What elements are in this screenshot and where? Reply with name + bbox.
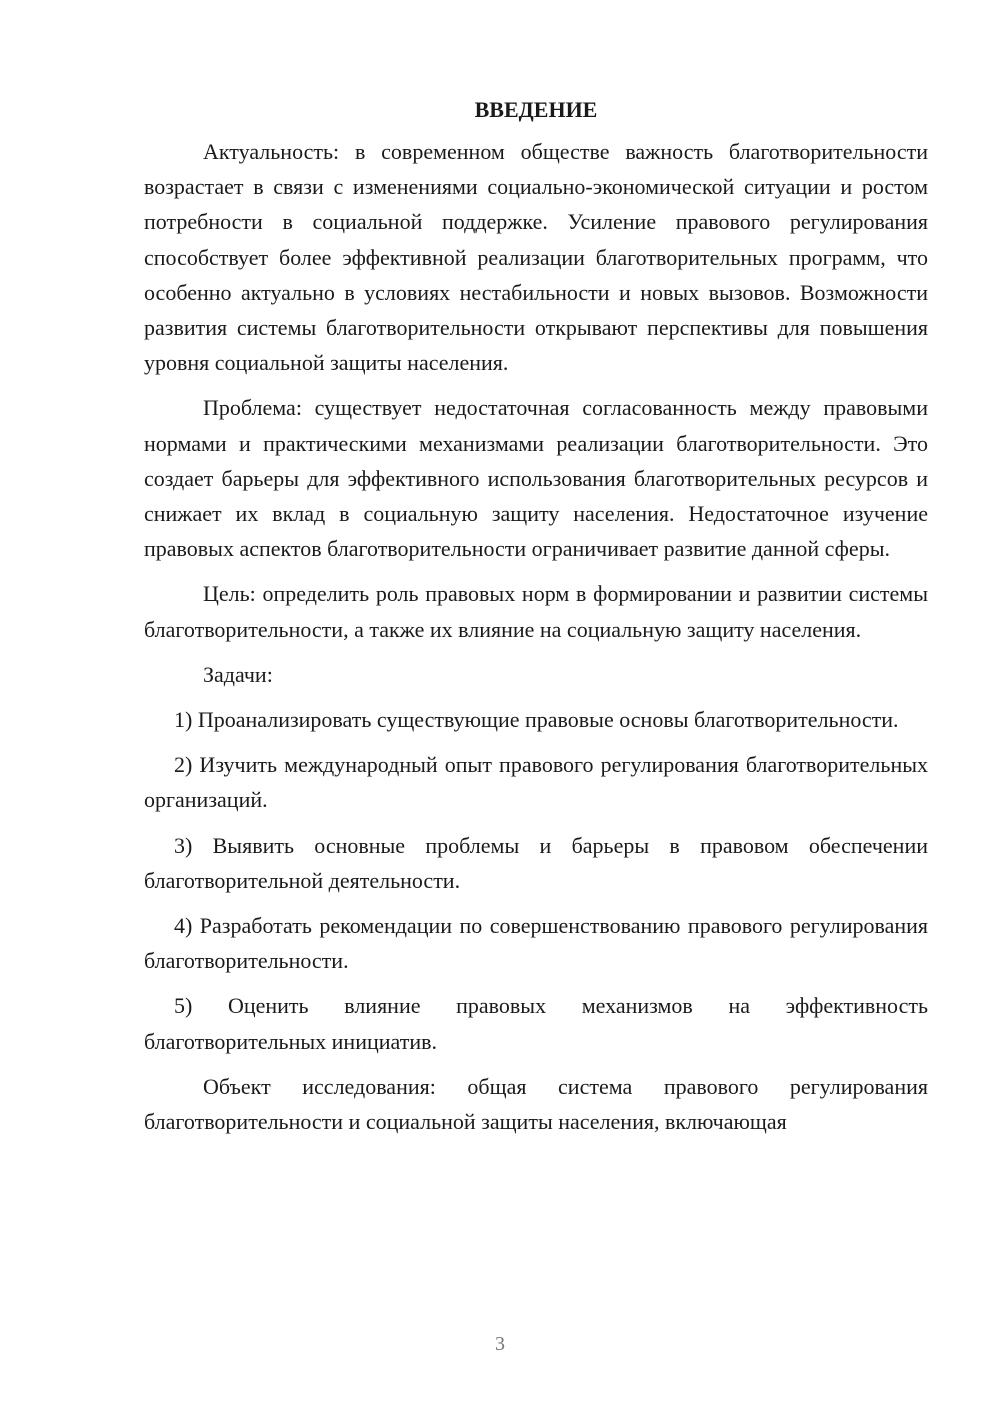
object-paragraph: Объект исследования: общая система правового регулирования благотворительности и социальной защиты населения, включающая (144, 1073, 928, 1135)
document-page (144, 92, 928, 1149)
tasks-heading: Задачи: (203, 661, 273, 687)
relevance-paragraph: Актуальность: в современном обществе важность благотворительности возрастает в связи с изменениями социально-экономической ситуации и ростом потребности в социальной поддержке. Усиление правового регулирования способствует более эффективной реализации благотворительных программ, что особенно актуально в условиях нестабильности и новых вызовов. Возможности развития системы благотворительности открывают перспективы для повышения уровня социальной защиты населения. (144, 139, 928, 376)
goal-paragraph: Цель: определить роль правовых норм в формировании и развитии системы благотворительности, а также их влияние на социальную защиту населения. (144, 581, 928, 642)
task-item: 1) Проанализировать существующие правовые основы благотворительности. (174, 707, 899, 733)
page-number: 3 (495, 1333, 505, 1355)
problem-paragraph: Проблема: существует недостаточная согласованность между правовыми нормами и практическими механизмами реализации благотворительности. Это создает барьеры для эффективного использования благотворительных ресурсов и снижает их вклад в социальную защиту населения. Недостаточное изучение правовых аспектов благотворительности ограничивает развитие данной сферы. (144, 395, 928, 562)
section-title: ВВЕДЕНИЕ (474, 97, 598, 122)
task-item: 2) Изучить международный опыт правового регулирования благотворительных организаций. (144, 752, 928, 813)
task-item: 4) Разработать рекомендации по совершенствованию правового регулирования благотворительности. (144, 913, 928, 974)
task-item: 3) Выявить основные проблемы и барьеры в правовом обеспечении благотворительной деятельности. (144, 832, 928, 893)
task-item: 5) Оценить влияние правовых механизмов на эффективность благотворительных инициатив. (144, 993, 928, 1054)
